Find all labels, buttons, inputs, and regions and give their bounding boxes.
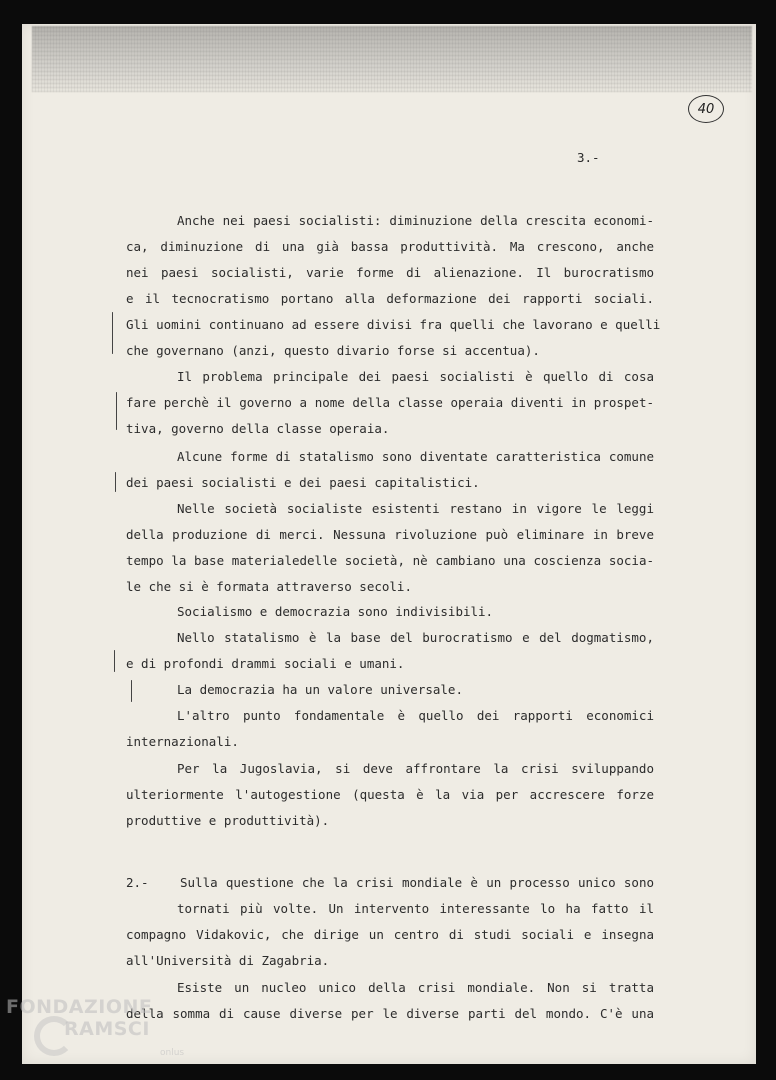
text-line: Il problema principale dei paesi socialisti è quello di cosa xyxy=(177,369,654,384)
text-line: compagno Vidakovic, che dirige un centro di studi sociali e insegna xyxy=(126,927,654,942)
page-number: 3.- xyxy=(577,150,600,165)
text-line: L'altro punto fondamentale è quello dei rapporti economici xyxy=(177,708,654,723)
watermark-logo xyxy=(6,996,196,1076)
scan-noise-band xyxy=(32,26,752,92)
text-line: della somma di cause diverse per le diverse parti del mondo. C'è una xyxy=(126,1006,654,1021)
text-line: tornati più volte. Un intervento interessante lo ha fatto il xyxy=(177,901,654,916)
text-line: Nello statalismo è la base del burocratismo e del dogmatismo, xyxy=(177,630,654,645)
text-line: Gli uomini continuano ad essere divisi fra quelli che lavorano e quelli xyxy=(126,317,661,332)
watermark-text: RAMSCI xyxy=(64,1018,150,1040)
text-line: Esiste un nucleo unico della crisi mondiale. Non si tratta xyxy=(177,980,654,995)
text-line: che governano (anzi, questo divario forse si accentua). xyxy=(126,343,540,358)
text-line: nei paesi socialisti, varie forme di alienazione. Il burocratismo xyxy=(126,265,654,280)
watermark-text: FONDAZIONE xyxy=(6,996,153,1018)
margin-mark xyxy=(131,680,132,702)
section-marker: 2.- xyxy=(126,875,149,890)
watermark-subtext: onlus xyxy=(160,1048,185,1058)
margin-mark xyxy=(115,472,116,492)
document-page xyxy=(22,24,756,1064)
text-line: all'Università di Zagabria. xyxy=(126,953,330,968)
text-line: fare perchè il governo a nome della classe operaia diventi in prospet- xyxy=(126,395,654,410)
text-line: della produzione di merci. Nessuna rivoluzione può eliminare in breve xyxy=(126,527,654,542)
text-line: produttive e produttività). xyxy=(126,813,330,828)
text-line: internazionali. xyxy=(126,734,239,749)
text-line: e di profondi drammi sociali e umani. xyxy=(126,656,405,671)
text-line: e il tecnocratismo portano alla deformazione dei rapporti sociali. xyxy=(126,291,654,306)
text-line: Per la Jugoslavia, si deve affrontare la crisi sviluppando xyxy=(177,761,654,776)
text-line: Sulla questione che la crisi mondiale è un processo unico sono xyxy=(180,875,654,890)
text-line: Nelle società socialiste esistenti restano in vigore le leggi xyxy=(177,501,654,516)
archive-page-number: 40 xyxy=(688,95,724,123)
margin-mark xyxy=(116,392,117,430)
text-line: tempo la base materialedelle società, nè cambiano una coscienza socia- xyxy=(126,553,654,568)
margin-mark xyxy=(112,312,113,354)
text-line: Socialismo e democrazia sono indivisibili. xyxy=(177,604,494,619)
text-line: dei paesi socialisti e dei paesi capitalistici. xyxy=(126,475,480,490)
margin-mark xyxy=(114,650,115,672)
text-line: Alcune forme di statalismo sono diventate caratteristica comune xyxy=(177,449,654,464)
text-line: La democrazia ha un valore universale. xyxy=(177,682,463,697)
text-line: Anche nei paesi socialisti: diminuzione della crescita economi- xyxy=(177,213,654,228)
text-line: le che si è formata attraverso secoli. xyxy=(126,579,412,594)
text-line: ca, diminuzione di una già bassa produttività. Ma crescono, anche xyxy=(126,239,654,254)
text-line: ulteriormente l'autogestione (questa è la via per accrescere forze xyxy=(126,787,654,802)
text-line: tiva, governo della classe operaia. xyxy=(126,421,390,436)
